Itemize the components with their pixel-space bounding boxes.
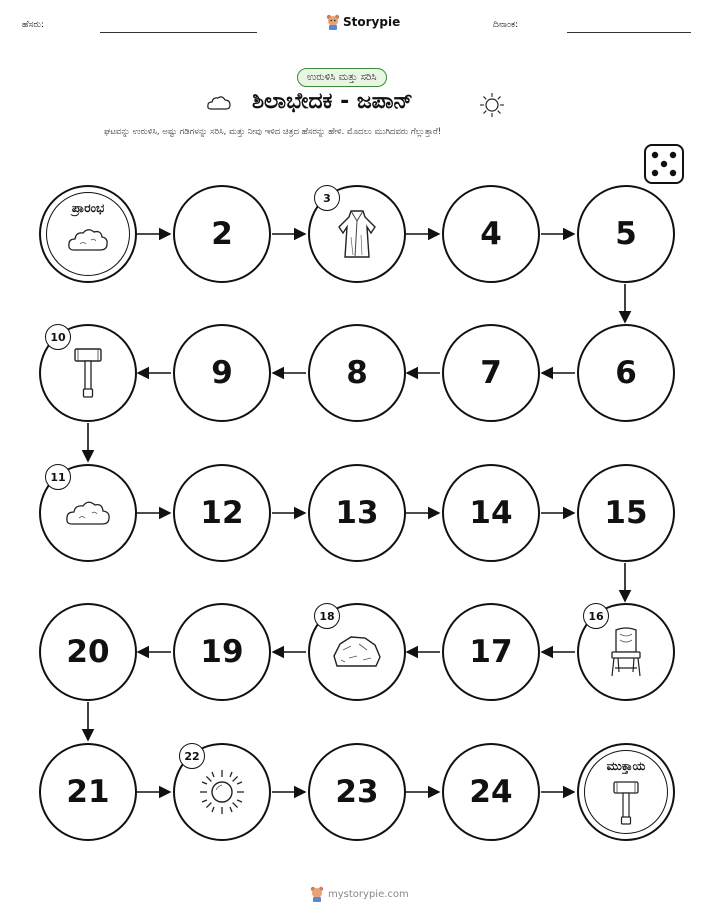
start-label: ಪ್ರಾರಂಭ <box>71 201 105 215</box>
space-23: 23 <box>308 743 406 841</box>
page-title: ಶಿಲಾಭೇದಕ - ಜಪಾನ್ <box>252 89 413 114</box>
space-24: 24 <box>442 743 540 841</box>
cloud-icon <box>64 497 112 529</box>
space-5: 5 <box>577 185 675 283</box>
sun-icon <box>197 767 247 817</box>
space-18 <box>308 603 406 701</box>
space-16 <box>577 603 675 701</box>
footer <box>310 886 409 902</box>
space-4: 4 <box>442 185 540 283</box>
chair-icon <box>606 626 646 678</box>
space-badge: 10 <box>45 324 71 350</box>
space-8: 8 <box>308 324 406 422</box>
footer-url[interactable]: mystorypie.com <box>328 888 409 900</box>
robe-icon <box>335 207 379 261</box>
space-13: 13 <box>308 464 406 562</box>
start-space <box>39 185 137 283</box>
subtitle-pill: ಉರುಳಿಸಿ ಮತ್ತು ಸರಿಸಿ <box>297 68 387 87</box>
space-20: 20 <box>39 603 137 701</box>
cloud-icon <box>41 225 135 255</box>
space-9: 9 <box>173 324 271 422</box>
space-badge: 3 <box>314 185 340 211</box>
hammer-icon <box>579 779 673 827</box>
hammer-icon <box>71 345 105 401</box>
finish-label: ಮುಕ್ತಾಯ <box>606 759 646 773</box>
space-10 <box>39 324 137 422</box>
space-3 <box>308 185 406 283</box>
bear-icon <box>310 886 324 902</box>
space-6: 6 <box>577 324 675 422</box>
space-badge: 16 <box>583 603 609 629</box>
space-2: 2 <box>173 185 271 283</box>
space-22 <box>173 743 271 841</box>
space-11 <box>39 464 137 562</box>
name-label: ಹೆಸರು: <box>22 20 45 30</box>
space-badge: 22 <box>179 743 205 769</box>
brand-name: Storypie <box>343 15 401 29</box>
space-15: 15 <box>577 464 675 562</box>
instructions: ಘಟವನ್ನು ಉರುಳಿಸಿ, ಅಷ್ಟು ಗಡಿಗಳನ್ನು ಸರಿಸಿ, ಮತ್ತು ನೀವು ಇಳಿದ ಚಿತ್ರದ ಹೆಸರನ್ನು ಹೇಳಿ. ಮೊದಲು ಮುಗಿದವರು ಗೆಲ್ಲುತ್ತಾರೆ! <box>104 127 442 137</box>
space-12: 12 <box>173 464 271 562</box>
space-badge: 18 <box>314 603 340 629</box>
finish-space <box>577 743 675 841</box>
space-17: 17 <box>442 603 540 701</box>
rock-icon <box>331 632 383 672</box>
space-14: 14 <box>442 464 540 562</box>
date-label: ದಿನಾಂಕ: <box>493 20 519 30</box>
space-7: 7 <box>442 324 540 422</box>
space-21: 21 <box>39 743 137 841</box>
space-badge: 11 <box>45 464 71 490</box>
space-19: 19 <box>173 603 271 701</box>
